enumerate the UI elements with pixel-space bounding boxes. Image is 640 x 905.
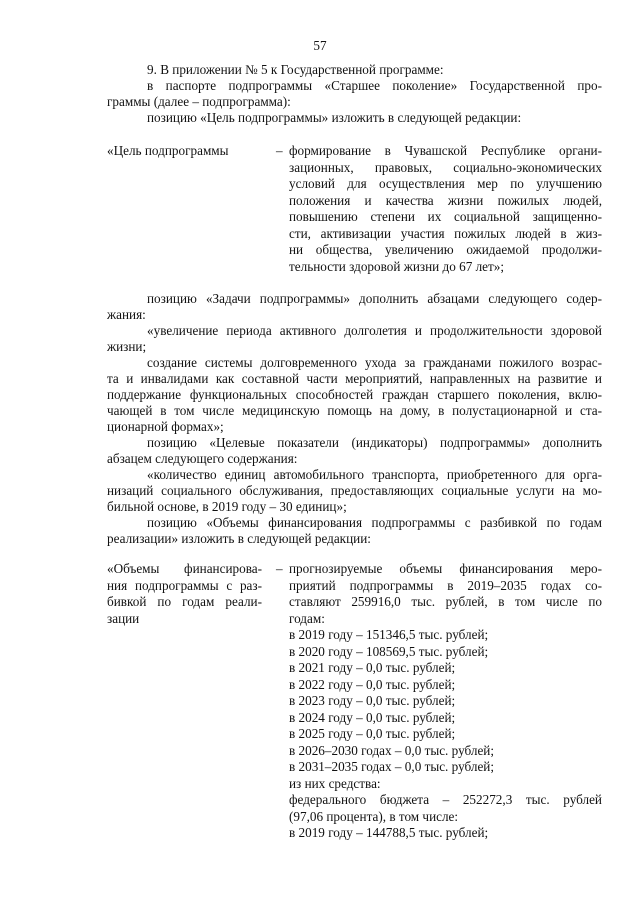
middle-line: создание системы долговременного ухода за гражданами пожилого возрас- bbox=[147, 355, 602, 370]
middle-line: реализации» изложить в следующей редакции: bbox=[107, 531, 371, 546]
goal-line: повышению степени их социальной защищенно- bbox=[289, 209, 602, 224]
goal-line: условий для осуществления мер по улучшению bbox=[289, 176, 602, 191]
finance-line: в 2020 году – 108569,5 тыс. рублей; bbox=[289, 643, 489, 659]
finance-line: в 2026–2030 годах – 0,0 тыс. рублей; bbox=[289, 742, 495, 758]
finance-text bbox=[289, 561, 602, 842]
intro-line-3: граммы (далее – подпрограмма): bbox=[107, 94, 291, 109]
finance-line: федерального бюджета – 252272,3 тыс. рублей bbox=[289, 792, 602, 807]
goal-dash: – bbox=[276, 143, 283, 158]
finance-dash: – bbox=[276, 561, 283, 576]
goal-line: положения и качества жизни пожилых людей, bbox=[289, 192, 602, 208]
finance-line: в 2019 году – 144788,5 тыс. рублей; bbox=[289, 825, 489, 840]
goal-line: сти, активизации участия пожилых людей в жиз- bbox=[289, 225, 602, 241]
finance-line: в 2025 году – 0,0 тыс. рублей; bbox=[289, 726, 456, 741]
middle-line: чающей в том числе медицинскую помощь на дому, в полустационарной и ста- bbox=[107, 403, 602, 418]
middle-line: позицию «Целевые показатели (индикаторы) подпрограммы» дополнить bbox=[147, 435, 602, 450]
finance-line: приятий подпрограммы в 2019–2035 годах со- bbox=[289, 577, 602, 593]
finance-line: прогнозируемые объемы финансирования меро- bbox=[289, 561, 602, 576]
goal-text bbox=[289, 143, 602, 275]
goal-line: формирование в Чувашской Республике органи- bbox=[289, 143, 602, 158]
goal-label bbox=[107, 143, 262, 160]
goal-line: тельности здоровой жизни до 67 лет»; bbox=[289, 258, 505, 274]
finance-label-line: ния подпрограммы с раз- bbox=[107, 577, 262, 593]
finance-line: в 2031–2035 годах – 0,0 тыс. рублей; bbox=[289, 759, 495, 774]
finance-line: из них средства: bbox=[289, 775, 381, 791]
goal-line: зационных, правовых, социально-экономических bbox=[289, 159, 602, 175]
middle-line: низаций социального обслуживания, предоставляющих социальные услуги на мо- bbox=[107, 483, 602, 498]
finance-line: (97,06 процента), в том числе: bbox=[289, 808, 459, 824]
finance-line: в 2024 году – 0,0 тыс. рублей; bbox=[289, 709, 456, 725]
finance-line: в 2022 году – 0,0 тыс. рублей; bbox=[289, 676, 456, 692]
finance-label-line: бивкой по годам реали- bbox=[107, 594, 262, 609]
intro-line-2: в паспорте подпрограммы «Старшее поколение» Государственной про- bbox=[147, 78, 602, 93]
intro-line-4: позицию «Цель подпрограммы» изложить в следующей редакции: bbox=[147, 110, 522, 125]
middle-line: позицию «Задачи подпрограммы» дополнить абзацами следующего содер- bbox=[147, 291, 602, 306]
goal-label-text: «Цель подпрограммы bbox=[107, 143, 229, 158]
middle-line: жания: bbox=[107, 307, 146, 322]
finance-line: в 2023 году – 0,0 тыс. рублей; bbox=[289, 693, 456, 708]
finance-label-line: зации bbox=[107, 610, 140, 626]
middle-line: абзацем следующего содержания: bbox=[107, 451, 298, 466]
middle-line: поддержание функциональных способностей граждан старшего поколения, вклю- bbox=[107, 387, 602, 402]
goal-line: ни общества, увеличению ожидаемой продолжи- bbox=[289, 242, 602, 257]
middle-line: жизни; bbox=[107, 339, 147, 354]
page-number: 57 bbox=[313, 38, 327, 53]
middle-line: бильной основе, в 2019 году – 30 единиц»; bbox=[107, 499, 347, 514]
middle-line: ционарной формах»; bbox=[107, 419, 224, 434]
finance-label-line: «Объемы финансирова- bbox=[107, 561, 262, 576]
middle-line: позицию «Объемы финансирования подпрограммы с разбивкой по годам bbox=[147, 515, 602, 530]
finance-label bbox=[107, 561, 262, 627]
finance-line: годам: bbox=[289, 610, 325, 626]
finance-line: ставляют 259916,0 тыс. рублей, в том числе по bbox=[289, 594, 602, 609]
finance-line: в 2021 году – 0,0 тыс. рублей; bbox=[289, 660, 456, 675]
finance-line: в 2019 году – 151346,5 тыс. рублей; bbox=[289, 627, 489, 642]
middle-line: «количество единиц автомобильного транспорта, приобретенного для орга- bbox=[147, 467, 602, 482]
middle-line: «увеличение периода активного долголетия и продолжительности здоровой bbox=[147, 323, 602, 338]
intro-line-1: 9. В приложении № 5 к Государственной программе: bbox=[147, 62, 444, 77]
middle-line: та и инвалидами как составной части мероприятий, направленных на развитие и bbox=[107, 371, 602, 386]
